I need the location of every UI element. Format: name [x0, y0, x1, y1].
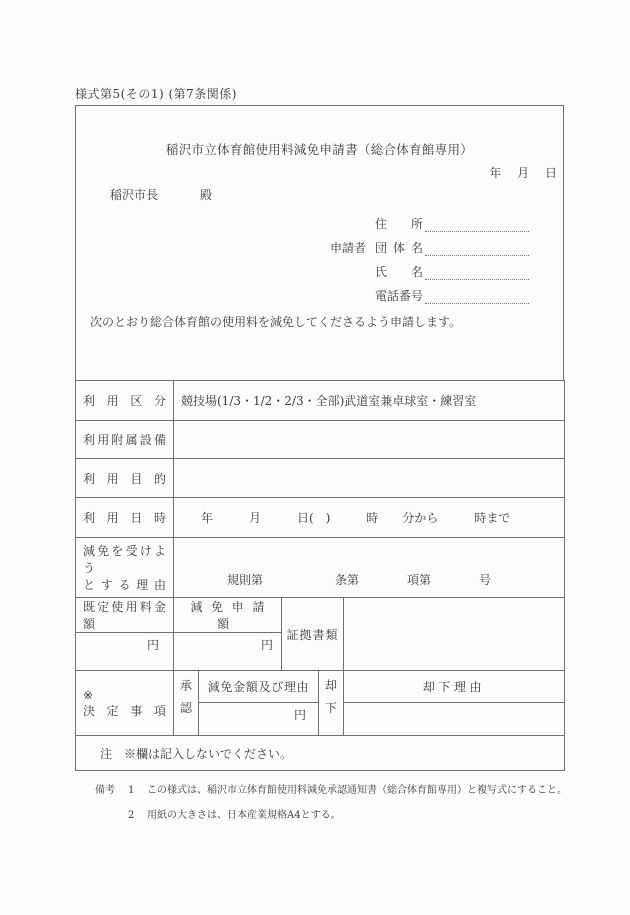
- usage-purpose-label: 利用目的: [83, 471, 166, 486]
- usage-purpose-row: [76, 459, 565, 498]
- usage-purpose-value: [174, 459, 565, 498]
- name-dotted-line: [425, 266, 529, 280]
- form-box: [75, 105, 564, 771]
- form-title: 稲沢市立体育館使用料減免申請書（総合体育館専用）: [165, 142, 474, 157]
- applicant-row-organization: [330, 232, 563, 256]
- requested-amount-unit: 円: [174, 633, 282, 671]
- fee-header-row: [76, 598, 565, 633]
- exemption-reason-label-line1: 減免を受けよう: [83, 544, 166, 575]
- applicant-row-address: [330, 208, 563, 232]
- application-table: [75, 380, 565, 771]
- standard-fee-label: 既定使用料金額: [83, 600, 166, 631]
- exemption-reason-label-cell: [76, 538, 174, 598]
- exemption-amount-reason-label: 減免金額及び理由: [199, 671, 319, 703]
- rejection-label: 却下: [323, 679, 338, 724]
- note-row: [76, 736, 565, 771]
- addressee-name: 稲沢市長: [110, 188, 159, 202]
- remark-1-text: この様式は、稲沢市立体育館使用料減免承認通知書（総合体育館専用）と複写式にすること。: [147, 785, 567, 796]
- exemption-reason-label-line2: とする理由: [83, 578, 166, 592]
- remarks: [95, 778, 567, 828]
- exemption-reason-value: 規則第 条第 項第 号: [174, 538, 565, 598]
- requested-amount-label: 減免申請額: [174, 598, 282, 633]
- usage-datetime-label-cell: [76, 498, 174, 538]
- application-statement: 次のとおり総合体育館の使用料を減免してくださるよう申請します。: [90, 315, 462, 329]
- organization-dotted-line: [425, 242, 529, 256]
- evidence-docs-label: 証拠書類: [282, 598, 344, 671]
- applicant-block: [76, 208, 563, 304]
- usage-division-label: 利用区分: [83, 394, 166, 408]
- decision-label: 決定事項: [83, 703, 166, 718]
- organization-label: 団体名: [375, 241, 423, 255]
- date-line: 年 月 日: [489, 166, 557, 180]
- address-dotted-line: [425, 218, 529, 232]
- exemption-amount-unit: 円: [199, 703, 319, 736]
- usage-datetime-row: [76, 498, 565, 538]
- form-header-section: [75, 105, 564, 380]
- remarks-heading: 備考: [95, 785, 115, 796]
- exemption-reason-row: [76, 538, 565, 598]
- rejection-reason-value-cell: [344, 703, 565, 736]
- decision-marker: ※: [83, 687, 94, 702]
- phone-dotted-line: [425, 290, 529, 304]
- standard-fee-label-cell: [76, 598, 174, 633]
- name-label: 氏名: [375, 265, 423, 279]
- applicant-group-label: 申請者: [330, 241, 367, 255]
- remark-item-1: [95, 778, 567, 803]
- evidence-docs-value-cell: [344, 598, 565, 671]
- addressee-honorific: 殿: [200, 188, 213, 202]
- addressee: [110, 186, 563, 203]
- remarks-heading-spacer: [95, 803, 128, 828]
- form-number: 様式第5(その1) (第7条関係): [75, 87, 237, 101]
- remark-item-2: [95, 803, 567, 828]
- applicant-row-name: [330, 256, 563, 280]
- remark-2-number: 2: [128, 810, 135, 821]
- usage-datetime-label: 利用日時: [83, 511, 166, 525]
- remark-2-text: 用紙の大きさは、日本産業規格A4とする。: [147, 810, 341, 821]
- attached-facilities-label: 利用附属設備: [83, 433, 166, 447]
- usage-purpose-label-cell: [76, 459, 174, 498]
- attached-facilities-label-cell: [76, 421, 174, 459]
- phone-label: 電話番号: [375, 289, 424, 303]
- approval-label: 承認: [178, 679, 193, 724]
- note-text: 注 ※欄は記入しないでください。: [76, 736, 565, 771]
- decision-label-cell: [76, 671, 174, 736]
- rejection-cell: [319, 671, 344, 736]
- usage-division-row: [76, 381, 565, 421]
- applicant-row-phone: [330, 280, 563, 304]
- attached-facilities-value: [174, 421, 565, 459]
- usage-division-label-cell: [76, 381, 174, 421]
- usage-datetime-value: 年 月 日( ) 時 分から 時まで: [174, 498, 565, 538]
- standard-fee-unit: 円: [76, 633, 174, 671]
- rejection-reason-label: 却下理由: [344, 671, 565, 703]
- attached-facilities-row: [76, 421, 565, 459]
- address-label: 住所: [375, 217, 423, 231]
- approval-cell: [174, 671, 199, 736]
- remark-1-number: 1: [128, 785, 135, 796]
- decision-header-row: [76, 671, 565, 703]
- usage-division-value: 競技場(1/3・1/2・2/3・全部)武道室兼卓球室・練習室: [174, 381, 565, 421]
